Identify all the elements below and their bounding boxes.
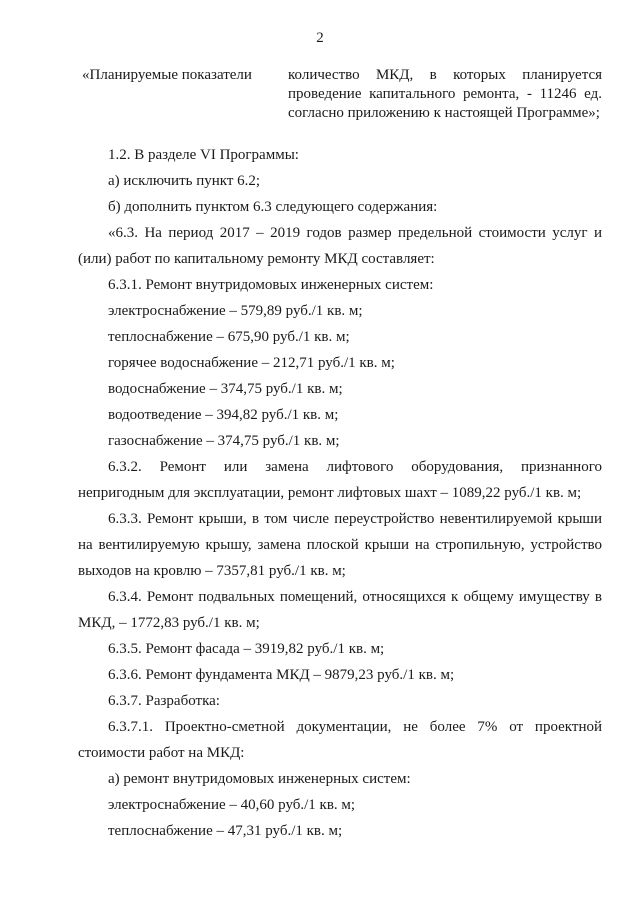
definition-block xyxy=(82,66,602,142)
paragraph-6-3-2: 6.3.2. Ремонт или замена лифтового оборудования, признанного непригодным для эксплуатации, ремонт лифтовых шахт – 1089,22 руб./1 кв. м; xyxy=(78,459,602,501)
paragraph-a-repair: а) ремонт внутридомовых инженерных систем: xyxy=(108,771,411,787)
paragraph-6-3-7-1: 6.3.7.1. Проектно-сметной документации, не более 7% от проектной стоимости работ на МКД: xyxy=(78,719,602,761)
paragraph-6-3-7: 6.3.7. Разработка: xyxy=(108,693,220,709)
paragraph-6-3-5: 6.3.5. Ремонт фасада – 3919,82 руб./1 кв. м; xyxy=(108,641,385,657)
list-item: электроснабжение – 579,89 руб./1 кв. м; xyxy=(108,303,363,319)
paragraph-6-3: «6.3. На период 2017 – 2019 годов размер предельной стоимости услуг и (или) работ по капитальному ремонту МКД составляет: xyxy=(78,225,602,267)
list-item: горячее водоснабжение – 212,71 руб./1 кв. м; xyxy=(108,355,395,371)
definition-term: «Планируемые показатели xyxy=(82,67,252,83)
list-item: теплоснабжение – 47,31 руб./1 кв. м; xyxy=(108,823,343,839)
paragraph-6-3-6: 6.3.6. Ремонт фундамента МКД – 9879,23 руб./1 кв. м; xyxy=(108,667,455,683)
page-number: 2 xyxy=(316,30,324,46)
definition-text: количество МКД, в которых планируется проведение капитального ремонта, - 11246 ед. согласно приложению к настоящей Программе»; xyxy=(288,67,602,121)
paragraph-6-3-3: 6.3.3. Ремонт крыши, в том числе переустройство невентилируемой крыши на вентилируемую крышу, замена плоской крыши на стропильную, устройство выходов на кровлю – 7357,81 руб./1 кв. м; xyxy=(78,511,602,579)
list-item: газоснабжение – 374,75 руб./1 кв. м; xyxy=(108,433,340,449)
paragraph-a: а) исключить пункт 6.2; xyxy=(108,173,261,189)
paragraph-b: б) дополнить пунктом 6.3 следующего содержания: xyxy=(108,199,438,215)
list-item: водоснабжение – 374,75 руб./1 кв. м; xyxy=(108,381,343,397)
paragraph-6-3-1: 6.3.1. Ремонт внутридомовых инженерных систем: xyxy=(108,277,434,293)
paragraph-1-2: 1.2. В разделе VI Программы: xyxy=(108,147,299,163)
paragraph-6-3-4: 6.3.4. Ремонт подвальных помещений, относящихся к общему имуществу в МКД, – 1772,83 руб./1 кв. м; xyxy=(78,589,602,631)
document-body xyxy=(78,142,602,844)
list-item: водоотведение – 394,82 руб./1 кв. м; xyxy=(108,407,339,423)
list-item: теплоснабжение – 675,90 руб./1 кв. м; xyxy=(108,329,350,345)
list-item: электроснабжение – 40,60 руб./1 кв. м; xyxy=(108,797,356,813)
